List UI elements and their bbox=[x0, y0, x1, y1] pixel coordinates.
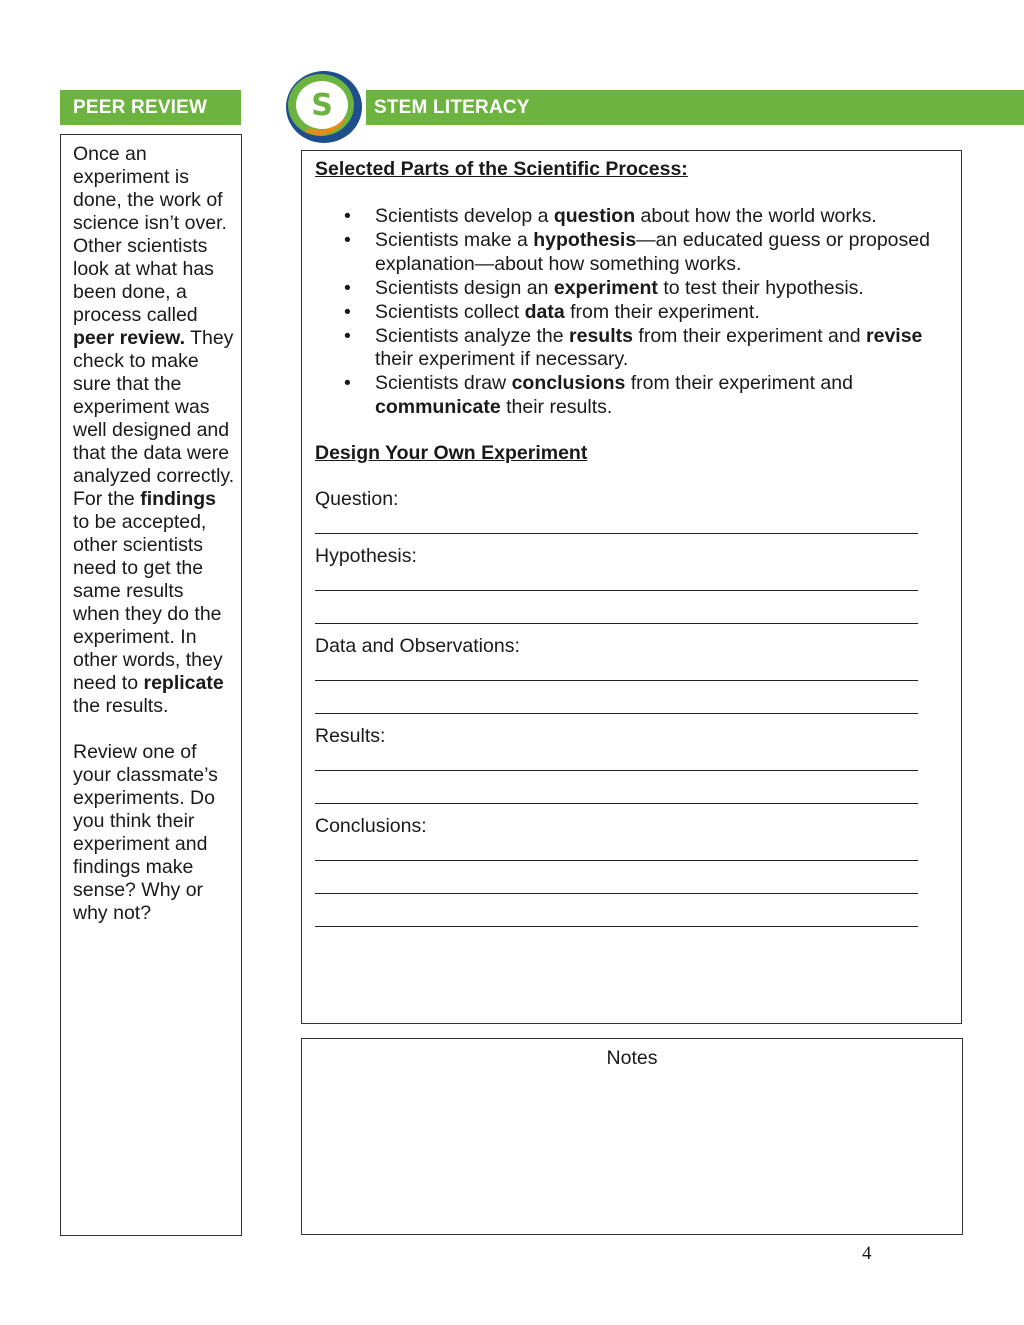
stem-literacy-banner bbox=[366, 90, 1024, 125]
answer-line[interactable] bbox=[315, 623, 918, 624]
scientific-process-box bbox=[301, 150, 962, 1024]
bullet-icon: • bbox=[344, 372, 351, 394]
process-step-text: Scientists analyze the bbox=[375, 324, 570, 347]
process-step bbox=[315, 325, 949, 372]
peer-review-box bbox=[60, 134, 242, 1236]
process-step-text: to test their hypothesis. bbox=[657, 276, 864, 299]
process-step-text: Scientists develop a bbox=[375, 205, 554, 227]
peer-review-banner bbox=[60, 90, 241, 125]
process-step-text: —an educated guess or proposed explanation—about how something works. bbox=[375, 229, 930, 275]
peer-review-paragraph-2: Review one of your classmate’s experiments. Do you think their experiment and findings make sense? Why or why not? bbox=[73, 741, 218, 924]
process-step-text: from their experiment. bbox=[564, 300, 760, 323]
process-step-text: about how the world works. bbox=[635, 205, 877, 227]
field-label: Conclusions: bbox=[315, 815, 427, 837]
answer-line[interactable] bbox=[315, 770, 918, 771]
process-step bbox=[315, 301, 949, 325]
notes-box[interactable] bbox=[301, 1038, 963, 1235]
answer-line[interactable] bbox=[315, 803, 918, 804]
field-label: Results: bbox=[315, 725, 386, 747]
bullet-icon: • bbox=[344, 324, 351, 347]
answer-line[interactable] bbox=[315, 860, 918, 861]
process-step bbox=[315, 372, 949, 419]
peer-review-text: the results. bbox=[73, 695, 169, 717]
process-heading: Selected Parts of the Scientific Process: bbox=[315, 158, 688, 180]
answer-line[interactable] bbox=[315, 533, 918, 534]
process-step-text: from their experiment and bbox=[632, 324, 867, 347]
process-step-text: from their experiment and bbox=[625, 372, 853, 394]
process-step-text: Scientists collect bbox=[375, 300, 525, 323]
process-step-text: Scientists draw bbox=[375, 372, 512, 394]
process-step-bold-term: question bbox=[553, 205, 636, 227]
process-step-text: Scientists make a bbox=[375, 229, 534, 251]
bullet-icon: • bbox=[344, 205, 351, 227]
process-step-text: their results. bbox=[500, 395, 613, 418]
process-step bbox=[315, 277, 949, 301]
answer-line[interactable] bbox=[315, 926, 918, 927]
peer-review-bold-term: replicate bbox=[143, 672, 224, 694]
answer-line[interactable] bbox=[315, 893, 918, 894]
peer-review-title: PEER REVIEW bbox=[73, 96, 208, 118]
peer-review-text: Once an experiment is done, the work of science isn’t over. Other scientists look at what has been done, a process called bbox=[73, 143, 227, 326]
process-step-bold-term: experiment bbox=[553, 276, 658, 299]
process-step-bold-term: revise bbox=[866, 324, 923, 347]
process-step-text: Scientists design an bbox=[375, 276, 554, 299]
bullet-icon: • bbox=[344, 276, 351, 299]
process-step-bold-term: results bbox=[569, 324, 633, 347]
stem-logo-letter: S bbox=[311, 88, 333, 123]
process-step bbox=[315, 229, 949, 276]
process-step-bold-term: data bbox=[524, 300, 565, 323]
process-steps-list bbox=[315, 205, 949, 419]
page-number: 4 bbox=[862, 1243, 872, 1264]
design-fields bbox=[315, 488, 949, 927]
process-step-bold-term: hypothesis bbox=[533, 229, 637, 251]
process-step-bold-term: communicate bbox=[375, 395, 501, 418]
peer-review-paragraph-1 bbox=[73, 143, 235, 718]
notes-title: Notes bbox=[606, 1047, 658, 1069]
peer-review-bold-term: findings bbox=[140, 488, 217, 510]
answer-line[interactable] bbox=[315, 590, 918, 591]
process-step-bold-term: conclusions bbox=[511, 372, 626, 394]
process-step-text: their experiment if necessary. bbox=[375, 348, 629, 370]
bullet-icon: • bbox=[344, 300, 351, 323]
field-label: Question: bbox=[315, 488, 399, 510]
peer-review-bold-term: peer review. bbox=[73, 327, 186, 349]
stem-literacy-title: STEM LITERACY bbox=[374, 96, 530, 118]
process-step bbox=[315, 205, 949, 229]
bullet-icon: • bbox=[344, 229, 351, 251]
peer-review-text: They check to make sure that the experiment was well designed and that the data were analyzed correctly. For the bbox=[73, 327, 235, 510]
field-label: Hypothesis: bbox=[315, 545, 417, 567]
field-label: Data and Observations: bbox=[315, 635, 520, 657]
peer-review-text: to be accepted, other scientists need to get the same results when they do the experiment. In other words, they need to bbox=[73, 511, 223, 694]
answer-line[interactable] bbox=[315, 680, 918, 681]
answer-line[interactable] bbox=[315, 713, 918, 714]
design-heading: Design Your Own Experiment bbox=[315, 442, 588, 464]
stem-logo-icon bbox=[283, 68, 365, 146]
